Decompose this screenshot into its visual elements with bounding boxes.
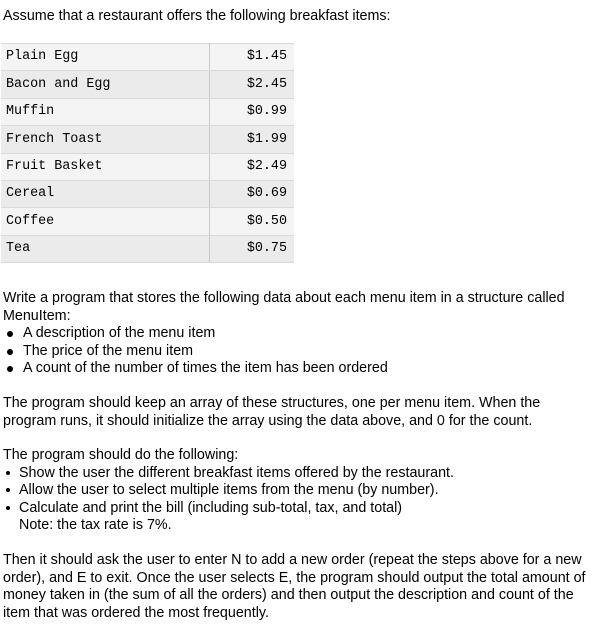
menu-item-price: $0.75 — [209, 235, 294, 262]
menu-item-name: Tea — [1, 235, 209, 262]
menu-item-name: French Toast — [1, 126, 209, 153]
list-item: A count of the number of times the item has been ordered — [3, 360, 593, 378]
menu-item-name: Fruit Basket — [1, 153, 209, 180]
menu-item-name: Coffee — [1, 208, 209, 235]
menu-item-name: Bacon and Egg — [1, 71, 209, 98]
table-row — [1, 71, 294, 98]
menu-item-name: Plain Egg — [1, 44, 209, 71]
table-row — [1, 153, 294, 180]
menu-item-price: $1.45 — [209, 44, 294, 71]
table-row — [1, 126, 294, 153]
tax-note: Note: the tax rate is 7%. — [19, 517, 172, 533]
struct-field-list — [3, 325, 593, 378]
menu-item-price: $0.69 — [209, 180, 294, 207]
table-row — [1, 98, 294, 125]
table-row — [1, 235, 294, 262]
menu-item-price: $2.45 — [209, 71, 294, 98]
menu-table — [1, 43, 294, 263]
list-item: A description of the menu item — [3, 325, 593, 343]
menu-item-name: Muffin — [1, 98, 209, 125]
menu-item-price: $2.49 — [209, 153, 294, 180]
final-paragraph: Then it should ask the user to enter N to add a new order (repeat the steps above for a new order), and E to exit. Once the user selects E, the program should output the total amount of money taken in (the sum of all the orders) and then output the description and count of the item that was ordered the most frequently. — [3, 552, 586, 621]
menu-item-price: $0.99 — [209, 98, 294, 125]
intro-text: Assume that a restaurant offers the following breakfast items: — [3, 8, 391, 24]
struct-intro: Write a program that stores the following data about each menu item in a structure called MenuItem: — [3, 290, 565, 324]
list-item: The price of the menu item — [3, 343, 593, 361]
task-list — [3, 465, 593, 518]
menu-item-price: $1.99 — [209, 126, 294, 153]
tasks-intro: The program should do the following: — [3, 447, 239, 463]
list-item: Allow the user to select multiple items from the menu (by number). — [3, 482, 593, 500]
table-row — [1, 44, 294, 71]
array-paragraph: The program should keep an array of these structures, one per menu item. When the program runs, it should initialize the array using the data above, and 0 for the count. — [3, 395, 541, 429]
list-item: Show the user the different breakfast items offered by the restaurant. — [3, 465, 593, 483]
menu-item-price: $0.50 — [209, 208, 294, 235]
struct-section — [3, 290, 593, 378]
list-item: Calculate and print the bill (including sub-total, tax, and total) — [3, 500, 593, 518]
table-row — [1, 180, 294, 207]
menu-item-name: Cereal — [1, 180, 209, 207]
tasks-section — [3, 447, 593, 535]
table-row — [1, 208, 294, 235]
